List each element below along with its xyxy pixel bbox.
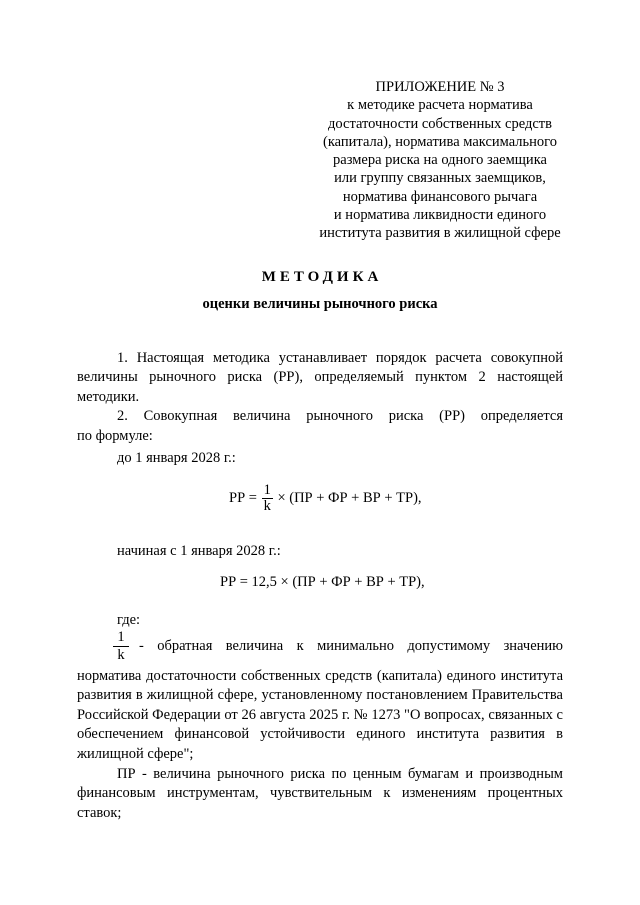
appendix-line: размера риска на одного заемщика <box>333 152 547 169</box>
appendix-line: или группу связанных заемщиков, <box>334 170 546 187</box>
paragraph-2-line-2: по формуле: <box>77 428 153 444</box>
formula-rhs: × (ПР + ФР + ВР + ТР), <box>277 489 422 506</box>
condition-from-2028: начиная с 1 января 2028 г.: <box>117 543 281 559</box>
appendix-heading: ПРИЛОЖЕНИЕ № 3 <box>375 79 505 95</box>
appendix-block <box>290 78 590 243</box>
document-subtitle: оценки величины рыночного риска <box>202 296 438 312</box>
appendix-line: и норматива ликвидности единого <box>333 207 547 224</box>
definition-k-first-line: - обратная величина к минимально допустимому значению <box>139 638 563 654</box>
appendix-line: к методике расчета норматива <box>347 97 533 114</box>
appendix-line: достаточности собственных средств <box>328 115 552 132</box>
fraction-denominator: k <box>263 498 271 514</box>
fraction-denominator: k <box>113 646 129 664</box>
definition-fraction <box>113 629 129 664</box>
fraction-numerator: 1 <box>263 482 271 498</box>
document-title: МЕТОДИКА <box>261 269 383 285</box>
condition-until-2028: до 1 января 2028 г.: <box>117 450 236 466</box>
appendix-line: института развития в жилищной сфере <box>319 225 561 242</box>
formula-fraction <box>262 483 273 514</box>
definition-k-rest: норматива достаточности собственных средств (капитала) единого института развития в жилищной сфере, установленному постановлением Правительства Российской Федерации от 26 августа 2025 г. № 1273 "О вопросах, связанных с обеспечением финансовой устойчивости единого института развития в жилищной сфере"; <box>77 668 563 762</box>
where-label: где: <box>117 612 141 628</box>
appendix-line: норматива финансового рычага <box>342 188 538 205</box>
appendix-line: (капитала), норматива максимального <box>323 133 557 150</box>
definition-pr: ПР - величина рыночного риска по ценным бумагам и производным финансовым инструментам, чувствительным к изменениям процентных ставок; <box>77 766 563 821</box>
formula-lhs: РР = <box>229 489 257 506</box>
formula-from-2028: РР = 12,5 × (ПР + ФР + ВР + ТР), <box>220 574 425 590</box>
formula-until-2028 <box>229 483 422 514</box>
fraction-numerator: 1 <box>117 629 125 645</box>
paragraph-1: 1. Настоящая методика устанавливает порядок расчета совокупной величины рыночного риска (РР), определяемый пунктом 2 настоящей методики. <box>77 350 563 405</box>
paragraph-2-line-1: 2. Совокупная величина рыночного риска (РР) определяется <box>117 408 563 424</box>
